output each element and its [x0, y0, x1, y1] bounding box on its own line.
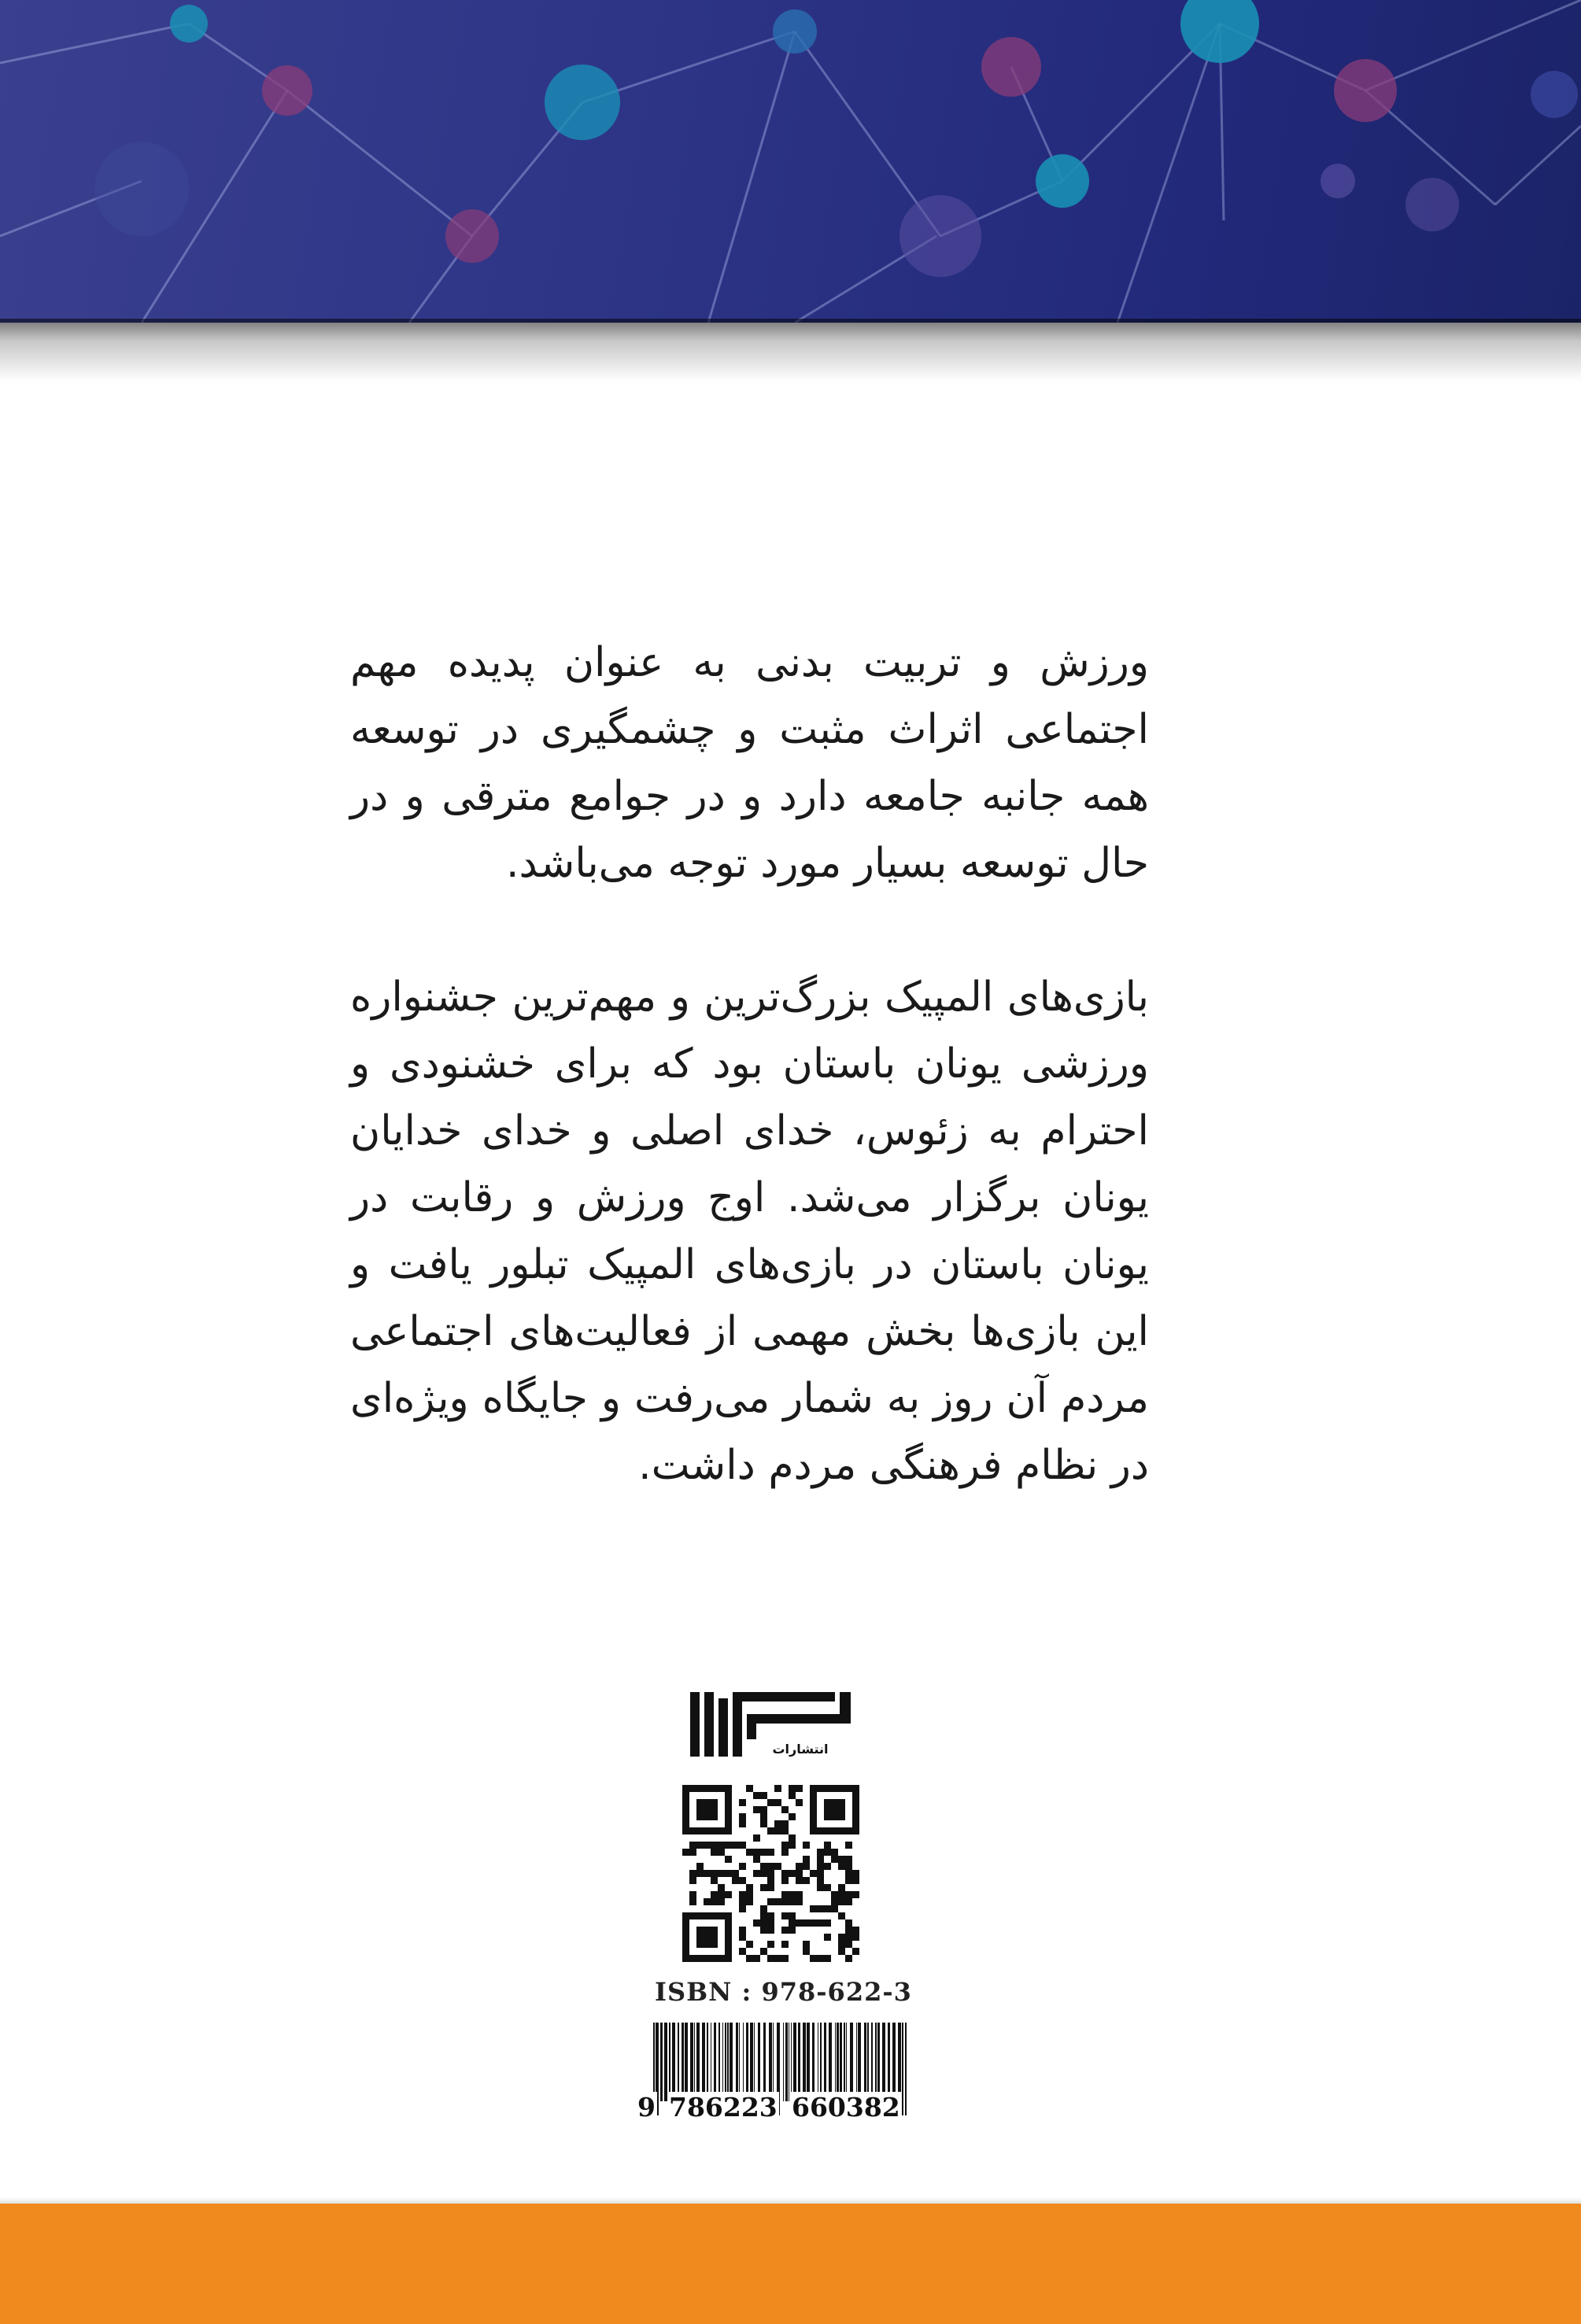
qr-module — [831, 1905, 838, 1912]
barcode-bar — [892, 2023, 896, 2101]
qr-module — [817, 1905, 824, 1912]
qr-module — [718, 1870, 725, 1877]
barcode-bar — [882, 2023, 885, 2101]
barcode-bar — [783, 2023, 784, 2101]
barcode-digit-lead: 9 — [637, 2092, 656, 2123]
qr-module — [746, 1884, 753, 1891]
barcode-bar — [750, 2023, 753, 2101]
barcode-bar — [824, 2023, 826, 2101]
barcode-bar — [856, 2023, 857, 2101]
network-graphic — [0, 0, 1581, 323]
qr-module — [711, 1891, 718, 1898]
barcode-bar — [829, 2023, 832, 2101]
qr-module — [845, 1842, 852, 1849]
qr-module — [689, 1842, 696, 1849]
network-node — [170, 5, 208, 42]
qr-module — [767, 1955, 774, 1962]
paragraph-1: ورزش و تربیت بدنی به عنوان پدیده مهم اجتماعی اثراث مثبت و چشمگیری در توسعه همه جانبه جامعه دارد و در جوامع مترقی و در حال توسعه بسیار مورد توجه می‌باشد. — [350, 639, 1149, 887]
qr-module — [789, 1834, 796, 1842]
qr-module — [718, 1884, 725, 1891]
qr-module — [852, 1877, 859, 1884]
qr-module — [774, 1863, 781, 1870]
qr-module — [796, 1785, 803, 1792]
barcode-bar — [867, 2023, 869, 2101]
qr-module — [704, 1842, 711, 1849]
qr-module — [739, 1842, 746, 1849]
qr-module — [845, 1891, 852, 1898]
qr-module — [739, 1905, 746, 1912]
barcode-bar — [864, 2023, 866, 2101]
qr-module — [753, 1806, 760, 1813]
barcode-bar — [690, 2023, 693, 2101]
qr-module — [789, 1898, 796, 1905]
qr-module — [789, 1842, 796, 1849]
qr-code — [682, 1785, 859, 1962]
qr-module — [711, 1870, 718, 1877]
qr-module — [732, 1870, 739, 1877]
qr-module — [845, 1927, 852, 1934]
barcode-bar — [727, 2023, 729, 2101]
qr-module — [817, 1856, 824, 1863]
qr-module — [767, 1877, 774, 1884]
qr-module — [739, 1948, 746, 1955]
barcode-bar — [714, 2023, 716, 2101]
network-link — [708, 31, 795, 323]
barcode-bar — [846, 2023, 847, 2101]
qr-module — [746, 1891, 753, 1898]
qr-module — [845, 1870, 852, 1877]
qr-module — [803, 1919, 810, 1927]
qr-module — [739, 1891, 746, 1898]
qr-module — [760, 1870, 767, 1877]
barcode-bar — [871, 2023, 873, 2101]
barcode-bar — [820, 2023, 822, 2101]
qr-module — [781, 1941, 789, 1948]
barcode-bar — [696, 2023, 700, 2101]
barcode-bar — [672, 2023, 675, 2101]
qr-module — [753, 1849, 760, 1856]
qr-module — [845, 1863, 852, 1870]
publisher-logo — [690, 1684, 851, 1763]
barcode-bar — [785, 2023, 788, 2101]
barcode-bar — [678, 2023, 679, 2101]
qr-module — [845, 1919, 852, 1927]
barcode-bar — [888, 2023, 890, 2101]
qr-module — [817, 1849, 824, 1856]
qr-module — [845, 1955, 852, 1962]
qr-module — [803, 1948, 810, 1955]
qr-module — [689, 1877, 696, 1884]
qr-module — [774, 1799, 781, 1806]
qr-module — [711, 1849, 718, 1856]
network-node — [1180, 0, 1259, 63]
qr-module — [789, 1912, 796, 1919]
qr-module — [845, 1898, 852, 1905]
qr-module — [753, 1792, 760, 1799]
qr-module — [718, 1842, 725, 1849]
qr-module — [696, 1799, 718, 1820]
network-node — [1334, 59, 1397, 122]
network-link — [0, 24, 189, 63]
qr-module — [725, 1842, 732, 1849]
qr-module — [845, 1877, 852, 1884]
qr-module — [696, 1863, 704, 1870]
qr-module — [760, 1792, 767, 1799]
qr-module — [760, 1927, 767, 1934]
qr-module — [767, 1849, 774, 1856]
qr-module — [838, 1891, 845, 1898]
barcode-bar — [718, 2023, 720, 2101]
qr-module — [753, 1955, 760, 1962]
qr-module — [852, 1870, 859, 1877]
qr-module — [767, 1827, 774, 1834]
qr-module — [753, 1834, 760, 1842]
qr-module — [852, 1927, 859, 1934]
qr-module — [739, 1813, 746, 1820]
band-divider — [0, 2197, 1581, 2204]
qr-module — [852, 1891, 859, 1898]
qr-module — [732, 1877, 739, 1884]
barcode-bar — [746, 2023, 748, 2101]
barcode-bar — [722, 2023, 723, 2101]
qr-module — [725, 1856, 732, 1863]
qr-module — [760, 1806, 767, 1813]
barcode-bar — [664, 2023, 667, 2101]
barcode-bar — [877, 2023, 880, 2101]
qr-module — [711, 1877, 718, 1884]
barcode-bar — [769, 2023, 772, 2101]
qr-module — [810, 1955, 817, 1962]
network-node — [1321, 164, 1355, 198]
qr-module — [746, 1849, 753, 1856]
qr-module — [838, 1863, 845, 1870]
qr-module — [689, 1898, 696, 1905]
qr-module — [774, 1827, 781, 1834]
qr-module — [838, 1948, 845, 1955]
qr-module — [746, 1955, 753, 1962]
qr-module — [739, 1898, 746, 1905]
qr-module — [810, 1905, 817, 1912]
qr-module — [760, 1919, 767, 1927]
barcode-bar — [812, 2023, 815, 2101]
qr-module — [803, 1863, 810, 1870]
qr-module — [739, 1877, 746, 1884]
qr-module — [789, 1792, 796, 1799]
barcode-bar — [758, 2023, 760, 2101]
network-node — [1406, 178, 1459, 231]
network-link — [1117, 24, 1220, 323]
qr-module — [789, 1919, 796, 1927]
qr-module — [711, 1842, 718, 1849]
qr-module — [718, 1898, 725, 1905]
qr-module — [774, 1785, 781, 1792]
barcode-bar — [725, 2023, 726, 2101]
qr-module — [767, 1919, 774, 1927]
qr-module — [682, 1849, 689, 1856]
network-node — [773, 9, 817, 54]
qr-module — [789, 1785, 796, 1792]
qr-module — [718, 1891, 725, 1898]
barcode-bar — [707, 2023, 708, 2101]
qr-module — [767, 1898, 774, 1905]
network-link — [1495, 126, 1581, 205]
qr-module — [852, 1948, 859, 1955]
qr-module — [767, 1863, 774, 1870]
qr-module — [767, 1799, 774, 1806]
qr-module — [746, 1898, 753, 1905]
qr-module — [789, 1927, 796, 1934]
qr-module — [838, 1912, 845, 1919]
qr-module — [838, 1884, 845, 1891]
qr-module — [753, 1919, 760, 1927]
paragraph-2: بازی‌های المپیک بزرگ‌ترین و مهم‌ترین جشنواره ورزشی یونان باستان بود که برای خشنودی و احترام به زئوس، خدای اصلی و خدای خدایان یونان برگزار می‌شد. اوج ورزش و رقابت در یونان باستان در بازی‌های المپیک تبلور یافت و این بازی‌ها بخش مهمی از فعالیت‌های اجتماعی مردم آن روز به شمار می‌رفت و جایگاه ویژه‌ای در نظام فرهنگی مردم داشت. — [350, 974, 1149, 1489]
qr-module — [845, 1856, 852, 1863]
qr-module — [824, 1934, 831, 1941]
qr-module — [753, 1856, 760, 1863]
barcode-bar — [875, 2023, 877, 2101]
qr-module — [817, 1955, 824, 1962]
orange-bottom-band — [0, 2204, 1581, 2324]
qr-module — [760, 1813, 767, 1820]
qr-module — [704, 1898, 711, 1905]
qr-module — [838, 1934, 845, 1941]
qr-module — [810, 1919, 817, 1927]
qr-module — [767, 1927, 774, 1934]
barcode-digits-group-1: 786223 — [669, 2092, 778, 2123]
barcode-bar — [736, 2023, 738, 2101]
qr-module — [760, 1863, 767, 1870]
barcode-bar — [798, 2023, 800, 2101]
qr-module — [796, 1898, 803, 1905]
qr-module — [781, 1842, 789, 1849]
qr-module — [704, 1870, 711, 1877]
qr-module — [789, 1870, 796, 1877]
isbn-label: ISBN : 978-622-3 — [655, 1977, 912, 2007]
qr-module — [781, 1912, 789, 1919]
qr-module — [824, 1799, 845, 1820]
network-node — [1036, 154, 1089, 208]
qr-module — [781, 1820, 789, 1827]
barcode-bar — [682, 2023, 684, 2101]
qr-module — [817, 1877, 824, 1884]
qr-module — [767, 1870, 774, 1877]
qr-module — [824, 1955, 831, 1962]
barcode-bar — [793, 2023, 796, 2101]
qr-module — [760, 1884, 767, 1891]
barcode-bar — [803, 2023, 806, 2101]
qr-module — [718, 1849, 725, 1856]
qr-module — [781, 1806, 789, 1813]
qr-module — [852, 1934, 859, 1941]
barcode-bar — [669, 2023, 670, 2101]
qr-module — [796, 1891, 803, 1898]
network-banner — [0, 0, 1581, 323]
qr-module — [796, 1799, 803, 1806]
barcode-bar — [743, 2023, 744, 2101]
qr-module — [803, 1856, 810, 1863]
qr-module — [746, 1785, 753, 1792]
qr-module — [781, 1927, 789, 1934]
qr-module — [725, 1891, 732, 1898]
qr-module — [796, 1919, 803, 1927]
qr-module — [796, 1863, 803, 1870]
back-cover-text — [350, 630, 1149, 1499]
qr-module — [739, 1863, 746, 1870]
barcode-bar — [898, 2023, 901, 2101]
barcode-bar — [730, 2023, 733, 2101]
qr-module — [781, 1870, 789, 1877]
barcode-digits — [636, 2092, 919, 2131]
qr-module — [824, 1863, 831, 1870]
network-link — [287, 91, 472, 236]
qr-module — [767, 1941, 774, 1948]
barcode-bar — [685, 2023, 688, 2101]
qr-module — [689, 1849, 696, 1856]
qr-module — [767, 1884, 774, 1891]
barcode-bar — [754, 2023, 755, 2101]
qr-module — [824, 1905, 831, 1912]
qr-module — [767, 1912, 774, 1919]
qr-module — [781, 1955, 789, 1962]
barcode-bar — [835, 2023, 836, 2101]
qr-module — [781, 1877, 789, 1884]
qr-module — [689, 1891, 696, 1898]
qr-module — [796, 1870, 803, 1877]
barcode-digits-group-2: 660382 — [792, 2092, 900, 2123]
qr-module — [796, 1877, 803, 1884]
qr-module — [824, 1884, 831, 1891]
barcode-bar — [858, 2023, 861, 2101]
qr-module — [732, 1842, 739, 1849]
qr-module — [760, 1905, 767, 1912]
barcode-bar — [837, 2023, 839, 2101]
qr-module — [781, 1898, 789, 1905]
qr-module — [803, 1842, 810, 1849]
qr-module — [711, 1898, 718, 1905]
qr-module — [774, 1898, 781, 1905]
qr-module — [845, 1934, 852, 1941]
qr-module — [803, 1941, 810, 1948]
qr-module — [753, 1870, 760, 1877]
qr-module — [739, 1799, 746, 1806]
qr-module — [838, 1898, 845, 1905]
network-node — [94, 142, 189, 236]
barcode-bar — [850, 2023, 853, 2101]
qr-module — [838, 1856, 845, 1863]
qr-module — [789, 1813, 796, 1820]
network-node — [981, 37, 1041, 97]
qr-module — [817, 1884, 824, 1891]
qr-module — [774, 1955, 781, 1962]
qr-module — [760, 1948, 767, 1955]
qr-module — [817, 1870, 824, 1877]
network-node — [1531, 71, 1578, 118]
network-node — [445, 209, 499, 263]
qr-module — [781, 1827, 789, 1834]
barcode-bar — [763, 2023, 766, 2101]
banner-shadow — [0, 319, 1581, 382]
qr-module — [824, 1849, 831, 1856]
qr-module — [789, 1891, 796, 1898]
qr-module — [781, 1849, 789, 1856]
qr-module — [810, 1870, 817, 1877]
qr-module — [760, 1849, 767, 1856]
qr-module — [725, 1870, 732, 1877]
qr-module — [831, 1856, 838, 1863]
qr-module — [739, 1934, 746, 1941]
barcode-bar — [702, 2023, 705, 2101]
qr-module — [760, 1820, 767, 1827]
qr-module — [696, 1927, 718, 1948]
barcode-bar — [807, 2023, 810, 2101]
qr-module — [696, 1842, 704, 1849]
qr-module — [824, 1842, 831, 1849]
barcode-bar — [791, 2023, 792, 2101]
barcode-bar — [660, 2023, 663, 2101]
publisher-name: انتشارات — [772, 1742, 829, 1757]
qr-module — [696, 1870, 704, 1877]
qr-module — [803, 1877, 810, 1884]
qr-module — [746, 1941, 753, 1948]
qr-module — [774, 1820, 781, 1827]
qr-module — [817, 1863, 824, 1870]
network-node — [262, 65, 312, 116]
qr-module — [817, 1919, 824, 1927]
network-node — [899, 195, 981, 277]
qr-module — [831, 1891, 838, 1898]
qr-module — [824, 1919, 831, 1927]
qr-module — [831, 1898, 838, 1905]
qr-module — [760, 1912, 767, 1919]
qr-module — [739, 1927, 746, 1934]
barcode-bar — [694, 2023, 695, 2101]
barcode-bar — [840, 2023, 842, 2101]
barcode-bar — [844, 2023, 845, 2101]
qr-module — [781, 1891, 789, 1898]
qr-module — [739, 1820, 746, 1827]
barcode-bar — [739, 2023, 740, 2101]
qr-module — [831, 1849, 838, 1856]
qr-module — [838, 1941, 845, 1948]
network-node — [545, 65, 620, 140]
qr-module — [689, 1870, 696, 1877]
qr-module — [845, 1941, 852, 1948]
